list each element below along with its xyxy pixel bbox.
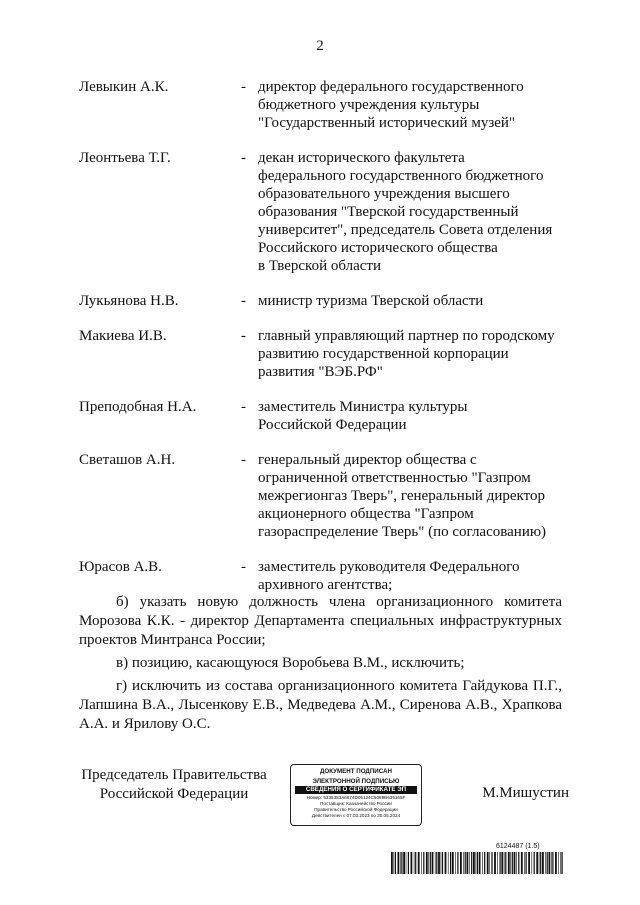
position-line: генеральный директор общества с [258, 452, 477, 468]
position-line: директор федерального государственного [258, 79, 524, 95]
member-position [258, 149, 568, 275]
member-name: Лукьянова Н.В. [79, 293, 179, 309]
stamp-validity: Действителен с 07.03.2023 по 30.05.2024 [311, 813, 401, 818]
signatory-title-line: Российской Федерации [99, 786, 249, 802]
stamp-certificate-bar: СВЕДЕНИЯ О СЕРТИФИКАТЕ ЭП [295, 786, 417, 794]
member-name: Левыкин А.К. [79, 79, 169, 95]
member-row [79, 451, 569, 541]
member-dash: - [241, 328, 246, 344]
member-dash: - [241, 452, 246, 468]
position-line: акционерного общества "Газпром [258, 506, 474, 522]
position-line: федерального государственного бюджетного [258, 168, 544, 184]
member-row [79, 398, 569, 434]
member-dash: - [241, 150, 246, 166]
paragraph-b: б) указать новую должность члена организационного комитета Морозова К.К. - директор Департамента специальных инфраструктурных проектов Минтранса России; [79, 594, 562, 648]
position-line: университет", председатель Совета отделения [258, 222, 553, 238]
e-signature-stamp [290, 764, 422, 826]
member-row [79, 327, 569, 381]
member-position [258, 78, 568, 132]
paragraph-v: в) позицию, касающуюся Воробьева В.М., исключить; [116, 655, 465, 671]
signatory-title-line: Председатель Правительства [81, 767, 267, 783]
position-line: газораспределение Тверь" (по согласованию) [258, 524, 547, 540]
member-name: Светашов А.Н. [79, 452, 176, 468]
member-dash: - [241, 559, 246, 575]
position-line: развития "ВЭБ.РФ" [258, 364, 383, 380]
barcode [391, 852, 563, 874]
position-line: развитию государственной корпорации [258, 346, 509, 362]
member-row [79, 292, 569, 310]
position-line: главный управляющий партнер по городскому [258, 328, 555, 344]
member-dash: - [241, 293, 246, 309]
member-name: Юрасов А.В. [79, 559, 162, 575]
member-position [258, 558, 568, 594]
position-line: образовательного учреждения высшего [258, 186, 510, 202]
position-line: ограниченной ответственностью "Газпром [258, 470, 531, 486]
position-line: декан исторического факультета [258, 150, 465, 166]
member-row [79, 558, 569, 594]
member-dash: - [241, 399, 246, 415]
member-position [258, 398, 568, 434]
signature-block [79, 766, 569, 826]
stamp-serial: Номер: 5335383A6874D05124C5089B635165F [306, 795, 406, 800]
member-position [258, 292, 568, 310]
position-line: в Тверской области [258, 258, 382, 274]
paragraph-g: г) исключить из состава организационного комитета Гайдукова П.Г., Лапшина В.А., Лысенкову Е.В., Медведева А.М., Сиренова А.В., Храпкова А.А. и Ярилову О.С. [79, 678, 562, 732]
position-line: Российского исторического общества [258, 240, 498, 256]
member-name: Преподобная Н.А. [79, 399, 197, 415]
document-id: 6124487 (1.5) [496, 843, 540, 850]
position-line: Российской Федерации [258, 417, 407, 433]
position-line: межрегионгаз Тверь", генеральный директор [258, 488, 545, 504]
signatory-name: М.Мишустин [482, 785, 569, 801]
position-line: бюджетного учреждения культуры [258, 97, 480, 113]
position-line: образования "Тверской государственный [258, 204, 519, 220]
member-row [79, 78, 569, 132]
position-line: заместитель руководителя Федерального [258, 559, 520, 575]
member-name: Леонтьева Т.Г. [79, 150, 171, 166]
signatory-title [79, 766, 269, 804]
members-list [79, 78, 569, 611]
amendment-paragraphs [79, 593, 562, 738]
stamp-line: ДОКУМЕНТ ПОДПИСАН [320, 768, 392, 775]
position-line: заместитель Министра культуры [258, 399, 468, 415]
position-line: архивного агентства; [258, 577, 393, 593]
stamp-owner: Правительство Российской Федерации [314, 807, 398, 812]
stamp-issuer: Поставщик: Казначейство России [320, 801, 392, 806]
member-position [258, 327, 568, 381]
member-row [79, 149, 569, 275]
member-position [258, 451, 568, 541]
page-number: 2 [316, 38, 324, 54]
member-name: Макиева И.В. [79, 328, 167, 344]
position-line: министр туризма Тверской области [258, 293, 484, 309]
position-line: "Государственный исторический музей" [258, 115, 516, 131]
member-dash: - [241, 79, 246, 95]
stamp-line: ЭЛЕКТРОННОЙ ПОДПИСЬЮ [312, 778, 400, 785]
